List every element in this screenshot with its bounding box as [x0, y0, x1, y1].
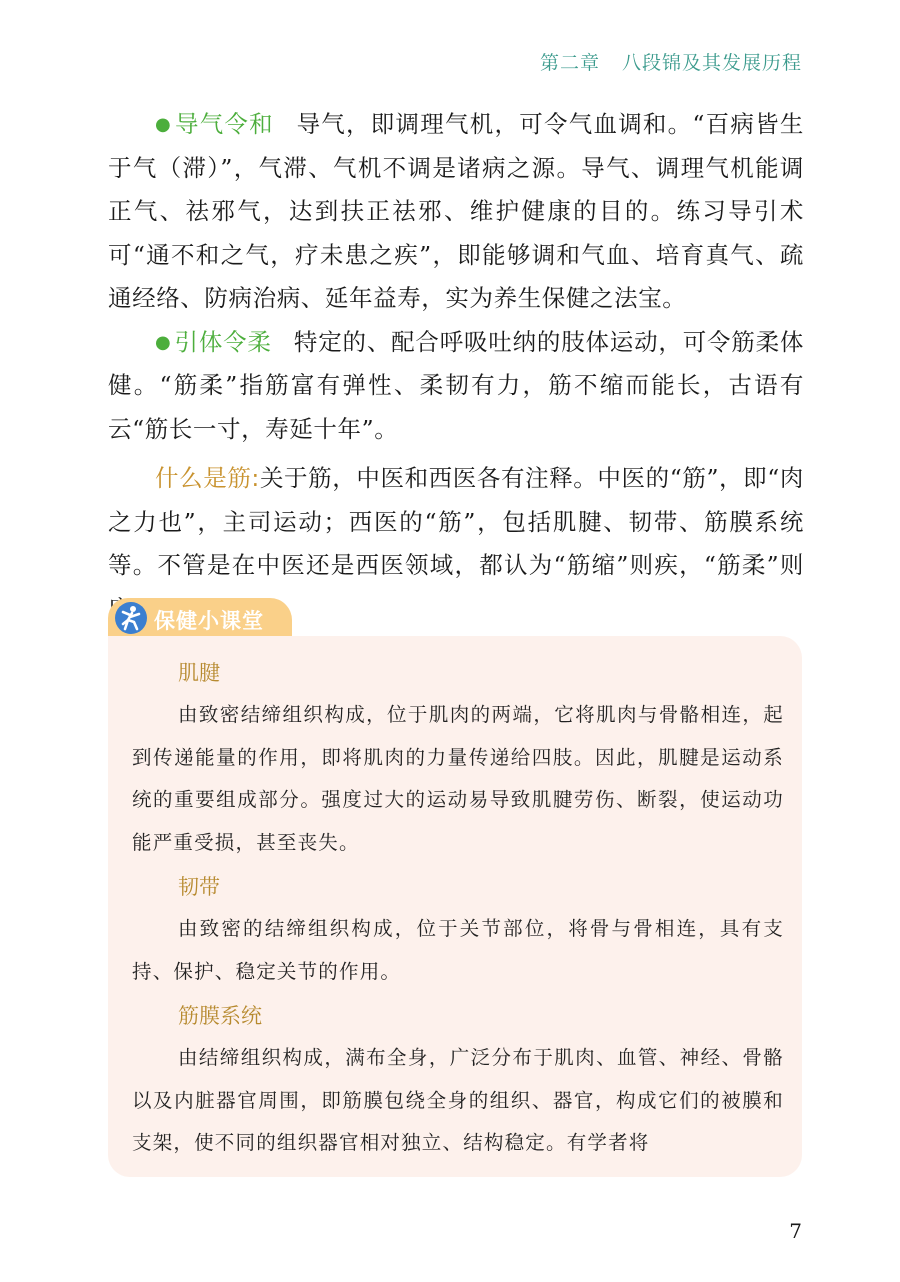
term-ligament: 韧带	[178, 875, 220, 899]
taichi-figure-icon	[115, 602, 147, 634]
section-heading: ● 引体令柔	[155, 327, 272, 356]
definition-fascia: 由结缔组织构成，满布全身，广泛分布于肌肉、血管、神经、骨骼以及内脏器官周围，即筋膜包绕全身的组织、器官，构成它们的被膜和支架，使不同的组织器官相对独立、结构稳定。有学者将	[132, 1046, 784, 1154]
term-fascia: 筋膜系统	[178, 1004, 262, 1028]
definition-tendon: 由致密结缔组织构成，位于肌肉的两端，它将肌肉与骨骼相连，起到传递能量的作用，即将肌肉的力量传递给四肢。因此，肌腱是运动系统的重要组成部分。强度过大的运动易导致肌腱劳伤、断裂，使运动功能严重受损，甚至丧失。	[132, 703, 784, 854]
paragraph-daoqi	[108, 103, 804, 321]
main-text	[108, 103, 804, 631]
running-header	[540, 48, 802, 75]
paragraph-text: 特定的、配合呼吸吐纳的肢体运动，可令筋柔体健。“筋柔”指筋富有弹性、柔韧有力，筋不缩而能长，古语有云“筋长一寸，寿延十年”。	[108, 327, 804, 443]
paragraph-yinti	[108, 321, 804, 452]
chapter-title: 八段锦及其发展历程	[621, 52, 802, 74]
box-title: 保健小课堂	[154, 609, 264, 633]
paragraph-text: 导气，即调理气机，可令气血调和。“百病皆生于气（滞）”，气滞、气机不调是诸病之源。导气、调理气机能调正气、祛邪气，达到扶正祛邪、维护健康的目的。练习导引术可“通不和之气，疗未患之疾”，即能够调和气血、培育真气、疏通经络、防病治病、延年益寿，实为养生保健之法宝。	[108, 110, 804, 312]
health-lesson-box	[108, 636, 802, 1177]
term-tendon: 肌腱	[178, 661, 220, 685]
question-heading: 什么是筋:	[155, 464, 260, 492]
definition-ligament: 由致密的结缔组织构成，位于关节部位，将骨与骨相连，具有支持、保护、稳定关节的作用。	[132, 917, 784, 983]
box-tab	[108, 598, 292, 638]
section-heading: ● 导气令和	[155, 110, 274, 138]
bullet-icon: ●	[155, 331, 172, 353]
chapter-number: 第二章	[539, 52, 600, 74]
bullet-icon: ●	[155, 114, 172, 135]
page-number: 7	[789, 1219, 802, 1243]
paragraph-text: 关于筋，中医和西医各有注释。中医的“筋”，即“肉之力也”，主司运动；西医的“筋”，包括肌腱、韧带、筋膜系统等。不管是在中医还是西医领域，都认为“筋缩”则疾，“筋柔”则	[108, 464, 804, 579]
